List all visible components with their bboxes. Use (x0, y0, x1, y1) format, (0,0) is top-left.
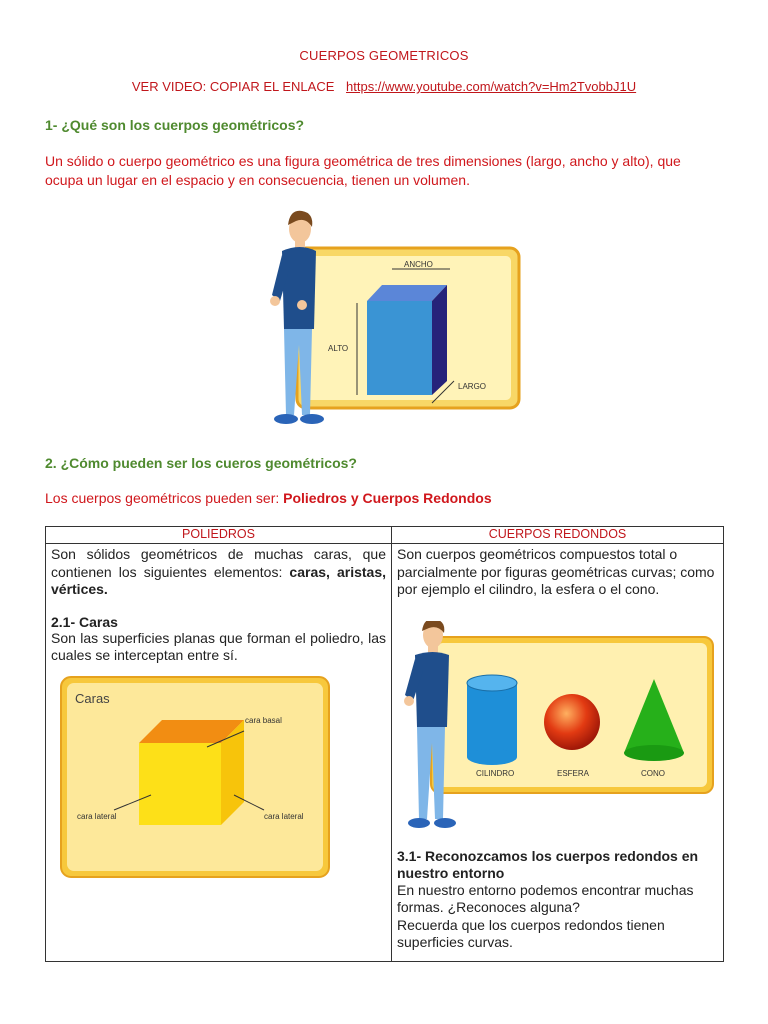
prism-front (367, 301, 432, 395)
col-header-redondos: CUERPOS REDONDOS (392, 527, 724, 544)
caras-subheading: 2.1- Caras (51, 613, 118, 630)
label-alto: ALTO (328, 344, 349, 353)
caras-description: Son las superficies planas que forman el poliedro, las cuales se interceptan entre sí. (51, 629, 386, 663)
prism-figure (262, 205, 524, 430)
prism-side (432, 285, 447, 395)
label-cara-lateral-right: cara lateral (264, 811, 304, 821)
caras-figure (59, 675, 331, 880)
document-title: CUERPOS GEOMETRICOS (299, 48, 469, 63)
col-header-poliedros: POLIEDROS (46, 527, 392, 544)
video-line (0, 79, 768, 94)
section1-paragraph (45, 152, 745, 190)
sphere (544, 694, 600, 750)
label-ancho: ANCHO (404, 260, 433, 269)
label-cilindro: CILINDRO (476, 768, 515, 778)
section2-intro-bold: Poliedros y Cuerpos Redondos (283, 490, 492, 506)
redondos-subheading: 3.1- Reconozcamos los cuerpos redondos en nuestro entorno (397, 847, 699, 881)
cube-front (139, 743, 221, 825)
section1-paragraph-line1: Un sólido o cuerpo geométrico es una figura geométrica de tres dimensiones (largo, ancho y alto), que (45, 153, 681, 169)
section1-paragraph-line2: ocupa un lugar en el espacio y en consecuencia, tienen un volumen. (45, 172, 470, 188)
section2-intro-text: Los cuerpos geométricos pueden ser: (45, 490, 284, 506)
section1-heading: 1- ¿Qué son los cuerpos geométricos? (45, 117, 305, 133)
section2-intro (45, 489, 492, 508)
label-largo: LARGO (458, 382, 487, 391)
redondos-para2: Recuerda que los cuerpos redondos tienen superficies curvas. (397, 916, 665, 950)
cylinder-body (467, 683, 517, 757)
redondos-description: Son cuerpos geométricos compuestos total o parcialmente por figuras geométricas curvas; como por ejemplo el cilindro, la esfera o el cono. (397, 546, 715, 597)
redondos-cell (392, 544, 724, 962)
video-link[interactable]: https://www.youtube.com/watch?v=Hm2TvobbJ1U (346, 79, 637, 94)
caras-figure-title: Caras (75, 690, 110, 706)
round-bodies-figure (397, 621, 719, 841)
label-cara-lateral-left: cara lateral (77, 811, 117, 821)
section2-heading: 2. ¿Cómo pueden ser los cueros geométricos? (45, 455, 357, 471)
video-label: VER VIDEO: COPIAR EL ENLACE (131, 79, 335, 94)
redondos-para1: En nuestro entorno podemos encontrar muchas formas. ¿Reconoces alguna? (397, 881, 694, 915)
poliedros-description: Son sólidos geométricos de muchas caras, que contienen los siguientes elementos: caras, aristas, vértices. (51, 546, 387, 597)
cylinder-top (467, 675, 517, 691)
label-cara-basal: cara basal (245, 715, 282, 725)
bodies-table (45, 526, 724, 962)
poliedros-cell (46, 544, 392, 962)
label-cono: CONO (641, 768, 665, 778)
label-esfera: ESFERA (557, 768, 590, 778)
